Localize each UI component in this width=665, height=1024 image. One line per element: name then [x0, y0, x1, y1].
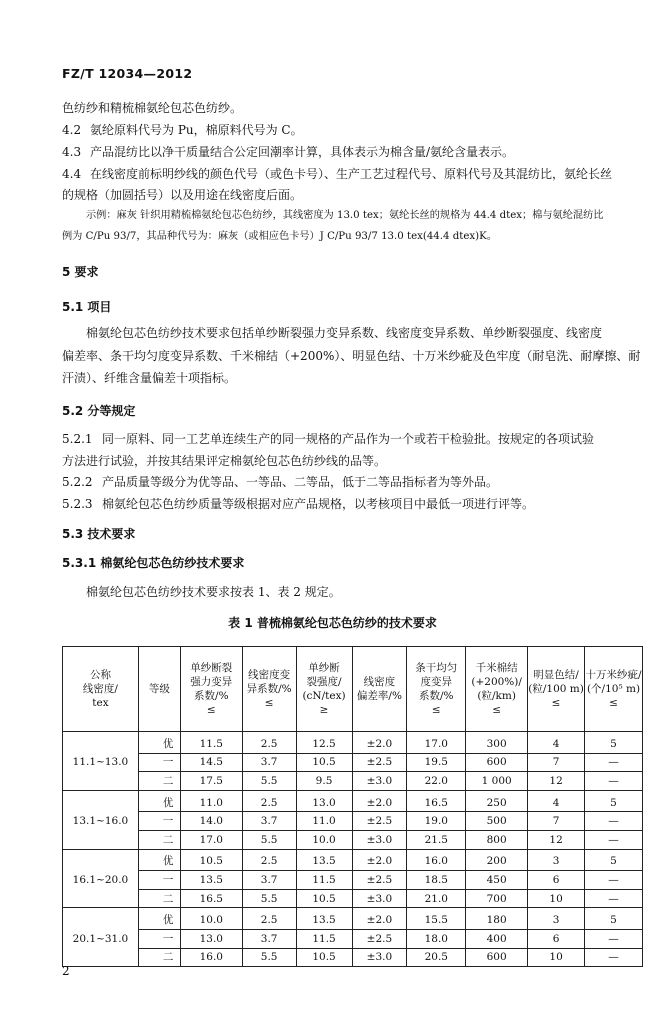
value-cell: 14.5 [180, 753, 242, 772]
value-cell: 200 [466, 849, 528, 871]
value-cell: — [585, 812, 643, 831]
density-range-cell: 20.1~31.0 [63, 908, 139, 967]
density-range-cell: 16.1~20.0 [63, 849, 139, 908]
table-row [63, 948, 643, 967]
column-header: 明显色结/ (粒/100 m) ≤ [528, 647, 585, 732]
value-cell: 5.5 [242, 830, 296, 849]
column-header: 等级 [138, 647, 180, 732]
value-cell: ±2.5 [352, 753, 407, 772]
value-cell: 300 [466, 732, 528, 754]
value-cell: 700 [466, 889, 528, 908]
grade-cell: 二 [138, 889, 180, 908]
value-cell: ±2.0 [352, 732, 407, 754]
value-cell: ±2.0 [352, 908, 407, 930]
table-row [63, 790, 643, 812]
value-cell: 2.5 [242, 908, 296, 930]
value-cell: 5.5 [242, 772, 296, 791]
clause-5-2-1 [62, 431, 594, 447]
value-cell: 10 [528, 889, 585, 908]
value-cell: 3.7 [242, 871, 296, 890]
value-cell: — [585, 948, 643, 967]
column-header: 千米棉结 (+200%)/ (粒/km) ≤ [466, 647, 528, 732]
table-caption: 表 1 普梳棉氨纶包芯色纺纱的技术要求 [228, 616, 437, 630]
value-cell: 4 [528, 732, 585, 754]
value-cell: 18.5 [407, 871, 466, 890]
value-cell: 12.5 [296, 732, 352, 754]
value-cell: 5.5 [242, 889, 296, 908]
value-cell: 3.7 [242, 929, 296, 948]
column-header: 线密度变 异系数/% ≤ [242, 647, 296, 732]
document-header: FZ/T 12034—2012 [62, 66, 193, 81]
value-cell: 7 [528, 812, 585, 831]
table-header-row [63, 647, 643, 732]
table-row [63, 849, 643, 871]
value-cell: 11.0 [180, 790, 242, 812]
table-row [63, 830, 643, 849]
page-number: 2 [62, 964, 70, 978]
value-cell: 9.5 [296, 772, 352, 791]
value-cell: — [585, 889, 643, 908]
grade-cell: 一 [138, 812, 180, 831]
clause-number: 4.3 [62, 145, 82, 159]
value-cell: — [585, 830, 643, 849]
table-row [63, 732, 643, 754]
clause-text: 产品混纺比以净干质量结合公定回潮率计算，具体表示为棉含量/氨纶含量表示。 [90, 145, 515, 159]
value-cell: 19.5 [407, 753, 466, 772]
grade-cell: 优 [138, 790, 180, 812]
value-cell: 180 [466, 908, 528, 930]
value-cell: 20.5 [407, 948, 466, 967]
value-cell: 19.0 [407, 812, 466, 831]
value-cell: 10.0 [180, 908, 242, 930]
value-cell: 10 [528, 948, 585, 967]
value-cell: 17.5 [180, 772, 242, 791]
value-cell: 5 [585, 908, 643, 930]
value-cell: 13.5 [296, 849, 352, 871]
column-header: 单纱断 裂强度/ (cN/tex) ≥ [296, 647, 352, 732]
value-cell: ±3.0 [352, 830, 407, 849]
value-cell: ±2.5 [352, 812, 407, 831]
text-line: 色纺纱和精梳棉氨纶包芯色纺纱。 [62, 101, 243, 115]
value-cell: 21.0 [407, 889, 466, 908]
example-line: 示例：麻灰 针织用精梳棉氨纶包芯色纺纱，其线密度为 13.0 tex；氨纶长丝的规格为 44.4 dtex；棉与氨纶混纺比 [86, 210, 604, 221]
value-cell: 21.5 [407, 830, 466, 849]
density-range-cell: 11.1~13.0 [63, 732, 139, 791]
value-cell: 3.7 [242, 812, 296, 831]
paragraph-line: 汗渍）、纤维含量偏差十项指标。 [62, 371, 237, 385]
value-cell: 12 [528, 772, 585, 791]
value-cell: 13.0 [180, 929, 242, 948]
value-cell: 400 [466, 929, 528, 948]
value-cell: 600 [466, 948, 528, 967]
section-heading-5-3: 5.3 技术要求 [62, 527, 136, 541]
value-cell: ±2.5 [352, 871, 407, 890]
spec-table [62, 646, 643, 967]
value-cell: 500 [466, 812, 528, 831]
column-header: 线密度 偏差率/% [352, 647, 407, 732]
value-cell: 10.5 [296, 948, 352, 967]
value-cell: 4 [528, 790, 585, 812]
grade-cell: 优 [138, 732, 180, 754]
grade-cell: 二 [138, 772, 180, 791]
density-range-cell: 13.1~16.0 [63, 790, 139, 849]
value-cell: 5 [585, 790, 643, 812]
value-cell: 15.5 [407, 908, 466, 930]
value-cell: 3.7 [242, 753, 296, 772]
clause-number: 5.2.1 [62, 432, 93, 446]
clause-4-4 [62, 166, 612, 182]
table-row [63, 772, 643, 791]
value-cell: 6 [528, 871, 585, 890]
column-header: 十万米纱疵/ (个/10⁵ m) ≤ [585, 647, 643, 732]
value-cell: 5 [585, 849, 643, 871]
value-cell: 5 [585, 732, 643, 754]
clause-text: 棉氨纶包芯色纺纱质量等级根据对应产品规格，以考核项目中最低一项进行评等。 [102, 497, 535, 511]
value-cell: 16.5 [180, 889, 242, 908]
value-cell: 3 [528, 908, 585, 930]
value-cell: 11.0 [296, 812, 352, 831]
value-cell: ±2.0 [352, 790, 407, 812]
value-cell: 13.0 [296, 790, 352, 812]
paragraph-line: 棉氨纶包芯色纺纱技术要求按表 1、表 2 规定。 [86, 585, 341, 599]
value-cell: 18.0 [407, 929, 466, 948]
clause-number: 4.4 [62, 167, 82, 181]
paragraph-line: 方法进行试验，并按其结果评定棉氨纶包芯色纺纱线的品等。 [62, 454, 387, 468]
table-row [63, 889, 643, 908]
table-row [63, 908, 643, 930]
value-cell: 17.0 [407, 732, 466, 754]
value-cell: 17.0 [180, 830, 242, 849]
value-cell: 12 [528, 830, 585, 849]
value-cell: 16.5 [407, 790, 466, 812]
value-cell: 6 [528, 929, 585, 948]
value-cell: — [585, 772, 643, 791]
value-cell: — [585, 871, 643, 890]
clause-number: 5.2.3 [62, 497, 93, 511]
value-cell: 450 [466, 871, 528, 890]
value-cell: 250 [466, 790, 528, 812]
section-heading-5: 5 要求 [62, 265, 99, 279]
value-cell: 1 000 [466, 772, 528, 791]
clause-5-2-2 [62, 474, 498, 490]
value-cell: 16.0 [180, 948, 242, 967]
grade-cell: 二 [138, 948, 180, 967]
value-cell: 11.5 [180, 732, 242, 754]
grade-cell: 一 [138, 871, 180, 890]
section-heading-5-2: 5.2 分等规定 [62, 404, 136, 418]
grade-cell: 一 [138, 929, 180, 948]
column-header: 条干均匀 度变异 系数/% ≤ [407, 647, 466, 732]
value-cell: 10.0 [296, 830, 352, 849]
clause-4-3 [62, 144, 514, 160]
value-cell: ±2.5 [352, 929, 407, 948]
value-cell: 800 [466, 830, 528, 849]
paragraph-line: 偏差率、条干均匀度变异系数、千米棉结（+200%）、明显色结、十万米纱疵及色牢度（耐皂洗、耐摩擦、耐 [62, 349, 641, 363]
value-cell: 3 [528, 849, 585, 871]
value-cell: 2.5 [242, 732, 296, 754]
clause-text: 在线密度前标明纱线的颜色代号（或色卡号）、生产工艺过程代号、原料代号及其混纺比，氨纶长丝 [90, 167, 613, 181]
table-row [63, 812, 643, 831]
value-cell: ±3.0 [352, 948, 407, 967]
paragraph-line: 棉氨纶包芯色纺纱技术要求包括单纱断裂强力变异系数、线密度变异系数、单纱断裂强度、线密度 [86, 326, 603, 340]
clause-5-2-3 [62, 496, 534, 512]
clause-4-2 [62, 122, 303, 138]
section-heading-5-1: 5.1 项目 [62, 300, 112, 314]
clause-number: 4.2 [62, 123, 82, 137]
table-row [63, 929, 643, 948]
value-cell: 11.5 [296, 871, 352, 890]
column-header: 公称 线密度/ tex [63, 647, 139, 732]
value-cell: 5.5 [242, 948, 296, 967]
clause-text: 氨纶原料代号为 Pu，棉原料代号为 C。 [90, 123, 303, 137]
value-cell: 13.5 [180, 871, 242, 890]
value-cell: — [585, 929, 643, 948]
table-body [63, 732, 643, 967]
table-row [63, 753, 643, 772]
value-cell: 10.5 [180, 849, 242, 871]
value-cell: 7 [528, 753, 585, 772]
example-line: 例为 C/Pu 93/7，其品种代号为：麻灰（或相应色卡号）J C/Pu 93/7 13.0 tex(44.4 dtex)K。 [62, 231, 497, 242]
grade-cell: 优 [138, 849, 180, 871]
value-cell: 11.5 [296, 929, 352, 948]
value-cell: 2.5 [242, 849, 296, 871]
clause-text: 产品质量等级分为优等品、一等品、二等品，低于二等品指标者为等外品。 [102, 475, 499, 489]
value-cell: ±3.0 [352, 772, 407, 791]
value-cell: ±2.0 [352, 849, 407, 871]
text-line: 的规格（加圆括号）以及用途在线密度后面。 [62, 188, 303, 202]
value-cell: 13.5 [296, 908, 352, 930]
value-cell: 14.0 [180, 812, 242, 831]
clause-number: 5.2.2 [62, 475, 93, 489]
column-header: 单纱断裂 强力变异 系数/% ≤ [180, 647, 242, 732]
value-cell: 16.0 [407, 849, 466, 871]
value-cell: 600 [466, 753, 528, 772]
grade-cell: 优 [138, 908, 180, 930]
value-cell: 10.5 [296, 753, 352, 772]
value-cell: — [585, 753, 643, 772]
clause-text: 同一原料、同一工艺单连续生产的同一规格的产品作为一个或若干检验批。按规定的各项试验 [102, 432, 595, 446]
value-cell: 2.5 [242, 790, 296, 812]
value-cell: ±3.0 [352, 889, 407, 908]
value-cell: 22.0 [407, 772, 466, 791]
grade-cell: 一 [138, 753, 180, 772]
value-cell: 10.5 [296, 889, 352, 908]
grade-cell: 二 [138, 830, 180, 849]
section-heading-5-3-1: 5.3.1 棉氨纶包芯色纺纱技术要求 [62, 556, 245, 570]
table-row [63, 871, 643, 890]
